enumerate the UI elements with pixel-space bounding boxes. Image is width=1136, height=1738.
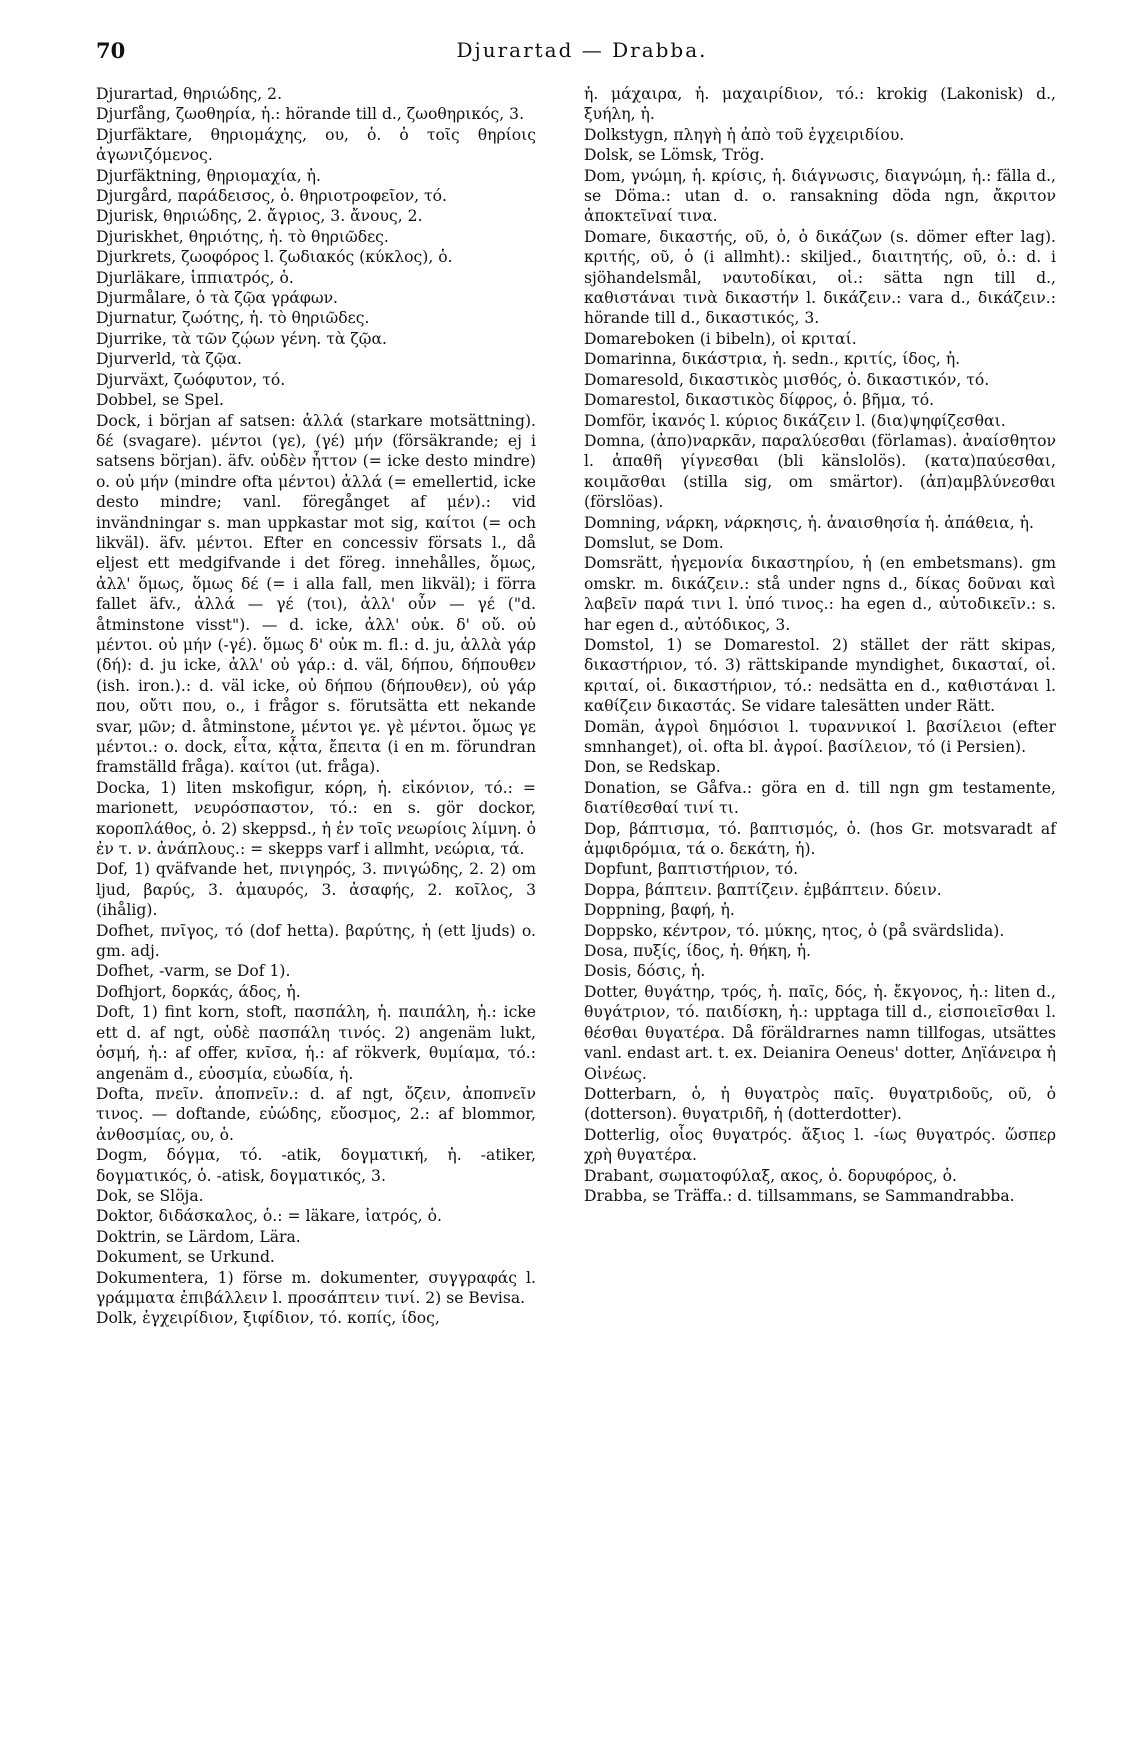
dictionary-entry: Djurfång, ζωοθηρία, ἡ.: hörande till d., ζωοθηρικός, 3. [96,105,525,124]
page-number: 70 [96,38,126,63]
dictionary-entry: Dofhet, -varm, se Dof 1). [96,962,291,981]
dictionary-entry: Djurkrets, ζωοφόρος l. ζωδιακός (κύκλος), ὁ. [96,248,453,267]
dictionary-entry: Dotterlig, οἷος θυγατρός. ἄξιος l. -ίως θυγατρός. ὥσπερ χρὴ θυγατέρα. [584,1125,1056,1165]
dictionary-entry: Drabba, se Träffa.: d. tillsammans, se Sammandrabba. [584,1186,1015,1205]
dictionary-entry: Dobbel, se Spel. [96,391,225,410]
dictionary-entry: Dolk, ἐγχειρίδιον, ξιφίδιον, τό. κοπίς, ίδος, [96,1309,440,1328]
dictionary-entry: Dop, βάπτισμα, τό. βαπτισμός, ὁ. (hos Gr. motsvaradt af ἀμφιδρόμια, τά o. δεκάτη, ἡ). [584,819,1056,859]
dictionary-entry: Dock, i början af satsen: ἀλλά (starkare motsättning). δέ (svagare). μέντοι (γε), (γέ) μήν (försäkrande; ej i satsens början). äfv. οὐδὲν ἧττον (= icke desto mindre) o. οὐ μήν (mindre ofta μέντοι) ἀλλά (= emellertid, icke desto mindre; vanl. föregånget af μέν).: vid invändningar s. man uppkastar mot sig, καίτοι (= och likväl). äfv. μέντοι. Efter en concessiv försats l., då eljest ett medgifvande i det föreg. innehålles, ὅμως, ἀλλ' ὅμως, ὅμως δέ (= i alla fall, men likväl); i förra fallet äfv., ἀλλά — γέ (τοι), ἀλλ' οὖν — γέ ("d. åtminstone visst"). — d. icke, ἀλλ' οὐκ. δ' οὔ. οὐ μέντοι. οὐ μήν (-γέ). ὅμως δ' οὐκ m. fl.: d. ju, ἀλλὰ γάρ (δή): d. ju icke, ἀλλ' οὐ γάρ.: d. väl, δήπου, δήπουθεν (ish. iron.).: d. väl icke, οὐ δήπου (δήπουθεν), οὐ γάρ που, οὔτι που, o., i frågor s. förutsätta ett nekande svar, μῶν; d. åtminstone, μέντοι γε. γὲ μέντοι. ὅμως γε μέντοι.: o. dock, εἶτα, κᾆτα, ἔπειτα (i en m. förundran framställd fråga). καίτοι (ut. fråga). [96,411,536,777]
dictionary-entry: Djurfäktare, θηριομάχης, ου, ὁ. ὁ τοῖς θηρίοις ἀγωνιζόμενος. [96,125,536,165]
dictionary-entry: Dolkstygn, πληγὴ ἡ ἀπὸ τοῦ ἐγχειριδίου. [584,125,905,144]
dictionary-entry: Doppa, βάπτειν. βαπτίζειν. ἐμβάπτειν. δύειν. [584,880,942,899]
dictionary-entry: Dof, 1) qväfvande het, πνιγηρός, 3. πνιγώδης, 2. 2) om ljud, βαρύς, 3. ἀμαυρός, 3. ἀσαφής, 2. κοῖλος, 3 (ihålig). [96,860,536,920]
dictionary-entry: Dofta, πνεῖν. ἀποπνεῖν.: d. af ngt, ὄζειν, ἀποπνεῖν τινος. — doftande, εὐώδης, εὔοσμος, 2.: af blommor, ἀνθοσμίας, ου, ὁ. [96,1084,536,1144]
dictionary-entry: Dofhet, πνῖγος, τό (dof hetta). βαρύτης, ἡ (ett ljuds) o. gm. adj. [96,921,536,961]
dictionary-entry: Donation, se Gåfva.: göra en d. till ngn gm testamente, διατίθεσθαί τινί τι. [584,778,1056,818]
dictionary-entry: Djurisk, θηριώδης, 2. ἄγριος, 3. ἄνους, 2. [96,207,423,226]
dictionary-entry: Domarinna, δικάστρια, ἡ. sedn., κριτίς, ίδος, ἡ. [584,350,961,369]
page-header [96,38,1068,68]
dictionary-entry: Domareboken (i bibeln), οἱ κριταί. [584,329,857,348]
dictionary-entry: Dotterbarn, ὁ, ἡ θυγατρὸς παῖς. θυγατριδοῦς, οῦ, ὁ (dotterson). θυγατριδῆ, ἡ (dotterdotter). [584,1084,1056,1124]
dictionary-entry: Djuriskhet, θηριότης, ἡ. τὸ θηριῶδες. [96,227,389,246]
dictionary-entry: Dolsk, se Lömsk, Trög. [584,146,765,165]
dictionary-entry: Domaresold, δικαστικὸς μισθός, ὁ. δικαστικόν, τό. [584,370,990,389]
dictionary-entry: Dok, se Slöja. [96,1186,204,1205]
dictionary-entry: Domän, ἀγροὶ δημόσιοι l. τυραννικοί l. βασίλειοι (efter smnhanget), οἱ. ofta bl. ἀγροί. βασίλειον, τό (i Persien). [584,717,1056,756]
dictionary-entry: Dosa, πυξίς, ίδος, ἡ. θήκη, ἡ. [584,942,812,961]
dictionary-entry: Doft, 1) fint korn, stoft, πασπάλη, ἡ. παιπάλη, ἡ.: icke ett d. af ngt, οὐδὲ πασπάλη τινός. 2) angenäm lukt, ὀσμή, ἡ.: af offer, κνῖσα, ἡ.: af rökverk, θυμίαμα, τό.: angenäm d., εὐοσμία, εὐωδία, ἡ. [96,1003,536,1083]
dictionary-entry: Doktrin, se Lärdom, Lära. [96,1227,301,1246]
dictionary-entry: Dosis, δόσις, ἡ. [584,962,706,981]
right-column [584,84,1056,1206]
dictionary-entry: Doppsko, κέντρον, τό. μύκης, ητος, ὁ (på svärdslida). [584,921,1005,940]
dictionary-entry: Djurverld, τὰ ζῷα. [96,350,242,369]
dictionary-entry: Dokumentera, 1) förse m. dokumenter, συγγραφάς l. γράμματα ἐπιβάλλειν l. προσάπτειν τινί. 2) se Bevisa. [96,1268,536,1307]
dictionary-entry: Domför, ἱκανός l. κύριος δικάζειν l. (δια)ψηφίζεσθαι. [584,411,1006,430]
dictionary-entry: Dogm, δόγμα, τό. -atik, δογματική, ἡ. -atiker, δογματικός, ὁ. -atisk, δογματικός, 3. [96,1146,536,1185]
dictionary-entry: Djurnatur, ζωότης, ἡ. τὸ θηριῶδες. [96,309,370,328]
dictionary-entry: Dofhjort, δορκάς, άδος, ἡ. [96,982,301,1001]
dictionary-entry: Djurväxt, ζωόφυτον, τό. [96,370,286,389]
dictionary-entry: Djurgård, παράδεισος, ὁ. θηριοτροφεῖον, τό. [96,187,447,206]
dictionary-entry: Dopfunt, βαπτιστήριον, τό. [584,860,799,879]
dictionary-entry: Domning, νάρκη, νάρκησις, ἡ. ἀναισθησία ἡ. ἀπάθεια, ἡ. [584,513,1034,532]
dictionary-entry: Domstol, 1) se Domarestol. 2) stället der rätt skipas, δικαστήριον, τό. 3) rättskipande myndighet, δικασταί, οἱ. κριταί, οἱ. δικαστήριον, τό.: nedsätta en d., καθιστάναι l. καθίζειν δικαστάς. Se vidare talesätten under Rätt. [584,635,1056,716]
running-title: Djurartad — Drabba. [456,38,708,62]
dictionary-entry: Domsrätt, ἡγεμονία δικαστηρίου, ἡ (en embetsmans). gm omskr. m. δικάζειν.: stå under ngns d., δίκας δοῦναι καὶ λαβεῖν παρά τινι l. ὑπό τινος.: ha egen d., αὐτοδικεῖν.: s. har egen d., αὐτόδικος, 3. [584,554,1056,634]
left-column [96,84,536,1329]
dictionary-entry: ἡ. μάχαιρα, ἡ. μαχαιρίδιον, τό.: krokig (Lakonisk) d., ξυήλη, ἡ. [584,85,1056,124]
dictionary-entry: Don, se Redskap. [584,758,721,777]
dictionary-entry: Dokument, se Urkund. [96,1248,275,1267]
dictionary-entry: Domna, (ἀπο)ναρκᾶν, παραλύεσθαι (förlamas). ἀναίσθητον l. ἀπαθῆ γίγνεσθαι (bli känslolös). (κατα)παύεσθαι, κοιμᾶσθαι (stilla sig, om smärtor). (ἀπ)αμβλύνεσθαι (förslöas). [584,431,1056,512]
dictionary-entry: Domarestol, δικαστικὸς δίφρος, ὁ. βῆμα, τό. [584,391,935,410]
dictionary-entry: Doktor, διδάσκαλος, ὁ.: = läkare, ἰατρός, ὁ. [96,1207,442,1226]
dictionary-entry: Doppning, βαφή, ἡ. [584,901,735,920]
dictionary-entry: Drabant, σωματοφύλαξ, ακος, ὁ. δορυφόρος, ὁ. [584,1166,958,1185]
dictionary-entry: Djurartad, θηριώδης, 2. [96,85,283,103]
dictionary-entry: Domslut, se Dom. [584,533,724,552]
dictionary-entry: Dom, γνώμη, ἡ. κρίσις, ἡ. διάγνωσις, διαγνώμη, ἡ.: fälla d., se Döma.: utan d. o. ransakning döda ngn, ἄκριτον ἀποκτεῖναί τινα. [584,166,1056,226]
dictionary-entry: Docka, 1) liten mskofigur, κόρη, ἡ. εἰκόνιον, τό.: = marionett, νευρόσπαστον, τό.: en s. gör dockor, κοροπλάθος, ὁ. 2) skeppsd., ἡ ἐν τοῖς νεωρίοις λίμνη. ὁ ἐν τ. ν. ἀνάπλους.: = skepps varf i allmht, νεώρια, τά. [96,778,536,859]
dictionary-entry: Djurfäktning, θηριομαχία, ἡ. [96,166,321,185]
dictionary-entry: Domare, δικαστής, οῦ, ὁ, ὁ δικάζων (s. dömer efter lag). κριτής, οῦ, ὁ (i allmht).: skiljed., διαιτητής, οῦ, ὁ.: d. i sjöhandelsmål, ναυτοδίκαι, οἱ.: sätta ngn till d., καθιστάναι τινὰ δικαστήν l. δικάζειν.: vara d., δικάζειν.: hörande till d., δικαστικός, 3. [584,227,1056,328]
dictionary-entry: Dotter, θυγάτηρ, τρός, ἡ. παῖς, δός, ἡ. ἔκγονος, ἡ.: liten d., θυγάτριον, τό. παιδίσκη, ἡ.: upptaga till d., εἰσποιεῖσθαι l. θέσθαι θυγατέρα. Då föräldrarnes namn tillfogas, utsättes vanl. endast art. t. ex. Deianira Oeneus' dotter, Δηϊάνειρα ἡ Οἰνέως. [584,982,1056,1083]
dictionary-entry: Djurrike, τὰ τῶν ζῴων γένη. τὰ ζῷα. [96,329,387,348]
dictionary-entry: Djurmålare, ὁ τὰ ζῷα γράφων. [96,289,339,308]
dictionary-entry: Djurläkare, ἱππιατρός, ὁ. [96,268,294,287]
